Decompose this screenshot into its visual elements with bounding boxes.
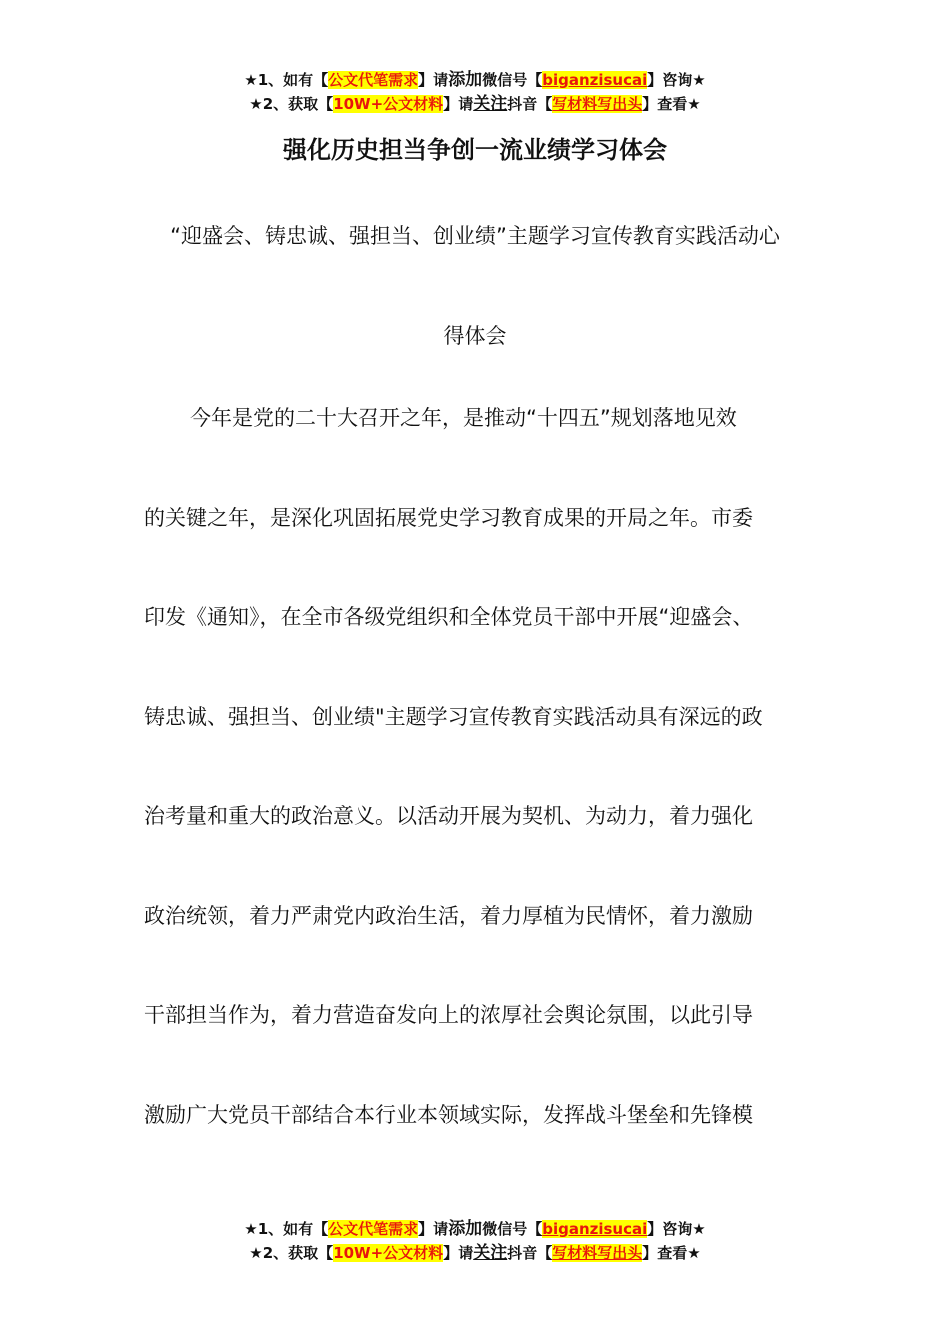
banner-highlight-link: 写材料写出头: [552, 95, 643, 113]
bottom-banner: [0, 1217, 950, 1265]
banner-text: ★1、如有【: [244, 1220, 329, 1238]
body-line-6: 政治统领，着力严肃党内政治生活，着力厚植为民情怀，着力激励: [144, 904, 753, 928]
banner-emphasis: 添加: [448, 70, 483, 90]
banner-text: 】请: [418, 71, 449, 89]
banner-text: 抖音【: [507, 95, 553, 113]
banner-highlight-link: biganzisucai: [542, 1220, 648, 1238]
body-line-7: 干部担当作为，着力营造奋发向上的浓厚社会舆论氛围，以此引导: [144, 1003, 753, 1027]
banner-text: 】请: [443, 1244, 474, 1262]
body-line-1: 今年是党的二十大召开之年，是推动“十四五”规划落地见效: [190, 406, 737, 430]
banner-text: ★1、如有【: [244, 71, 329, 89]
body-line-8: 激励广大党员干部结合本行业本领域实际，发挥战斗堡垒和先锋模: [144, 1103, 753, 1127]
banner-text: 】查看★: [642, 95, 701, 113]
subtitle-line-1: “迎盛会、铸忠诚、强担当、创业绩”主题学习宣传教育实践活动心: [170, 224, 780, 248]
banner-highlight-link: biganzisucai: [542, 71, 648, 89]
banner-highlight: 公文代笔需求: [328, 1220, 419, 1238]
banner-line-2: [0, 1241, 950, 1265]
banner-text: 】请: [443, 95, 474, 113]
banner-highlight: 公文代笔需求: [328, 71, 419, 89]
banner-highlight-link: 写材料写出头: [552, 1244, 643, 1262]
top-banner: [0, 68, 950, 116]
banner-line-1: [0, 1217, 950, 1241]
banner-emphasis: 添加: [448, 1219, 483, 1239]
body-line-5: 治考量和重大的政治意义。以活动开展为契机、为动力，着力强化: [144, 804, 753, 828]
banner-text: 】咨询★: [647, 71, 706, 89]
banner-line-1: [0, 68, 950, 92]
banner-text: 】咨询★: [647, 1220, 706, 1238]
banner-text: 】请: [418, 1220, 449, 1238]
banner-text: 抖音【: [507, 1244, 553, 1262]
banner-text: ★2、获取【: [249, 95, 334, 113]
banner-text: ★2、获取【: [249, 1244, 334, 1262]
body-line-3: 印发《通知》，在全市各级党组织和全体党员干部中开展“迎盛会、: [144, 605, 754, 629]
banner-line-2: [0, 92, 950, 116]
body-line-4: 铸忠诚、强担当、创业绩"主题学习宣传教育实践活动具有深远的政: [144, 705, 763, 729]
subtitle-line-2: 得体会: [443, 324, 507, 348]
banner-emphasis: 关注: [473, 94, 508, 114]
banner-emphasis: 关注: [473, 1243, 508, 1263]
banner-text: 】查看★: [642, 1244, 701, 1262]
banner-text: 微信号【: [482, 1220, 543, 1238]
banner-highlight: 10W+公文材料: [333, 95, 444, 113]
document-title: 强化历史担当争创一流业绩学习体会: [283, 136, 667, 164]
body-line-2: 的关键之年，是深化巩固拓展党史学习教育成果的开局之年。市委: [144, 506, 753, 530]
banner-highlight: 10W+公文材料: [333, 1244, 444, 1262]
banner-text: 微信号【: [482, 71, 543, 89]
